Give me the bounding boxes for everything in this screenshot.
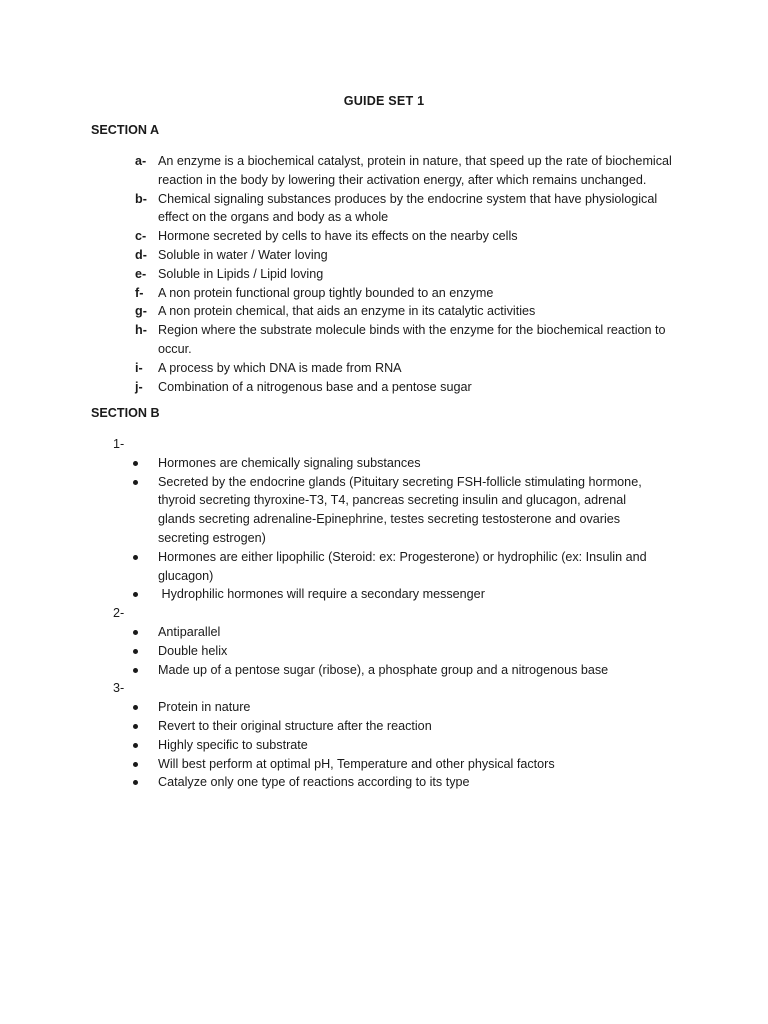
section-a-item [0, 321, 768, 359]
bullet-text: Protein in nature [158, 700, 251, 715]
bullet-text: Made up of a pentose sugar (ribose), a phosphate group and a nitrogenous base [158, 662, 609, 677]
item-text: An enzyme is a biochemical catalyst, protein in nature, that speed up the rate of biochemical reaction in the body by lowering their activation energy, after which remains unchanged. [158, 154, 672, 187]
bullet-icon [133, 630, 138, 635]
bullet-text: Catalyze only one type of reactions according to its type [158, 775, 470, 790]
bullet-item [0, 717, 768, 736]
item-label: d- [135, 247, 147, 262]
item-text: Region where the substrate molecule binds with the enzyme for the biochemical reaction to occur. [158, 323, 666, 356]
bullet-icon [133, 480, 138, 485]
bullet-item [0, 773, 768, 792]
bullet-text: Antiparallel [158, 624, 221, 639]
item-text: Soluble in Lipids / Lipid loving [158, 266, 324, 281]
document-title: GUIDE SET 1 [343, 94, 425, 108]
bullet-icon [133, 743, 138, 748]
item-text: Hormone secreted by cells to have its effects on the nearby cells [158, 229, 518, 244]
bullet-item [0, 755, 768, 774]
section-a-item [0, 302, 768, 321]
section-a-item [0, 284, 768, 303]
section-a-item [0, 227, 768, 246]
bullet-icon [133, 555, 138, 560]
item-text: Combination of a nitrogenous base and a pentose sugar [158, 379, 472, 394]
bullet-text: Revert to their original structure after the reaction [158, 718, 432, 733]
bullet-text: Hydrophilic hormones will require a secondary messenger [158, 587, 485, 602]
bullet-icon [133, 592, 138, 597]
item-label: j- [135, 379, 143, 394]
bullet-item [0, 548, 768, 586]
bullet-icon [133, 705, 138, 710]
item-label: i- [135, 360, 143, 375]
section-a-item [0, 378, 768, 397]
bullet-item [0, 661, 768, 680]
item-label: g- [135, 304, 147, 319]
item-label: f- [135, 285, 144, 300]
question-number: 1- [113, 437, 125, 451]
section-a-item [0, 265, 768, 284]
item-label: h- [135, 323, 147, 338]
bullet-text: Double helix [158, 643, 228, 658]
bullet-text: Highly specific to substrate [158, 737, 308, 752]
question-number: 3- [113, 681, 125, 696]
section-a-heading: SECTION A [91, 123, 160, 137]
bullet-text: Hormones are chemically signaling substances [158, 455, 421, 470]
bullet-item [0, 623, 768, 642]
bullet-icon [133, 724, 138, 729]
bullet-item [0, 642, 768, 661]
item-text: A non protein chemical, that aids an enzyme in its catalytic activities [158, 304, 536, 319]
item-text: A non protein functional group tightly bounded to an enzyme [158, 285, 494, 300]
section-a-item [0, 359, 768, 378]
item-label: a- [135, 154, 147, 168]
section-a-item [0, 190, 768, 228]
bullet-item [0, 473, 768, 548]
bullet-item [0, 585, 768, 604]
item-label: e- [135, 266, 147, 281]
bullet-text: Hormones are either lipophilic (Steroid: ex: Progesterone) or hydrophilic (ex: Insulin and glucagon) [158, 549, 647, 583]
bullet-icon [133, 780, 138, 785]
item-text: Soluble in water / Water loving [158, 247, 328, 262]
section-a-item [0, 152, 768, 190]
bullet-text: Secreted by the endocrine glands (Pituitary secreting FSH-follicle stimulating hormone, thyroid secreting thyroxine-T3, T4, pancreas secreting insulin and glucagon, adrenal glands secreting adrenaline-Epinephrine, testes secreting testosterone and ovaries secreting estrogen) [158, 474, 642, 545]
bullet-icon [133, 668, 138, 673]
bullet-item [0, 698, 768, 717]
item-text: A process by which DNA is made from RNA [158, 360, 402, 375]
bullet-item [0, 454, 768, 473]
section-a-item [0, 246, 768, 265]
section-b-heading: SECTION B [91, 406, 160, 420]
item-text: Chemical signaling substances produces by the endocrine system that have physiological effect on the organs and body as a whole [158, 191, 658, 225]
section-b-list [0, 435, 768, 792]
section-a-list [0, 152, 768, 396]
bullet-icon [133, 762, 138, 767]
bullet-icon [133, 461, 138, 466]
item-label: b- [135, 191, 147, 206]
bullet-icon [133, 649, 138, 654]
question-number: 2- [113, 606, 125, 621]
item-label: c- [135, 229, 147, 244]
bullet-item [0, 736, 768, 755]
bullet-text: Will best perform at optimal pH, Temperature and other physical factors [158, 756, 555, 771]
